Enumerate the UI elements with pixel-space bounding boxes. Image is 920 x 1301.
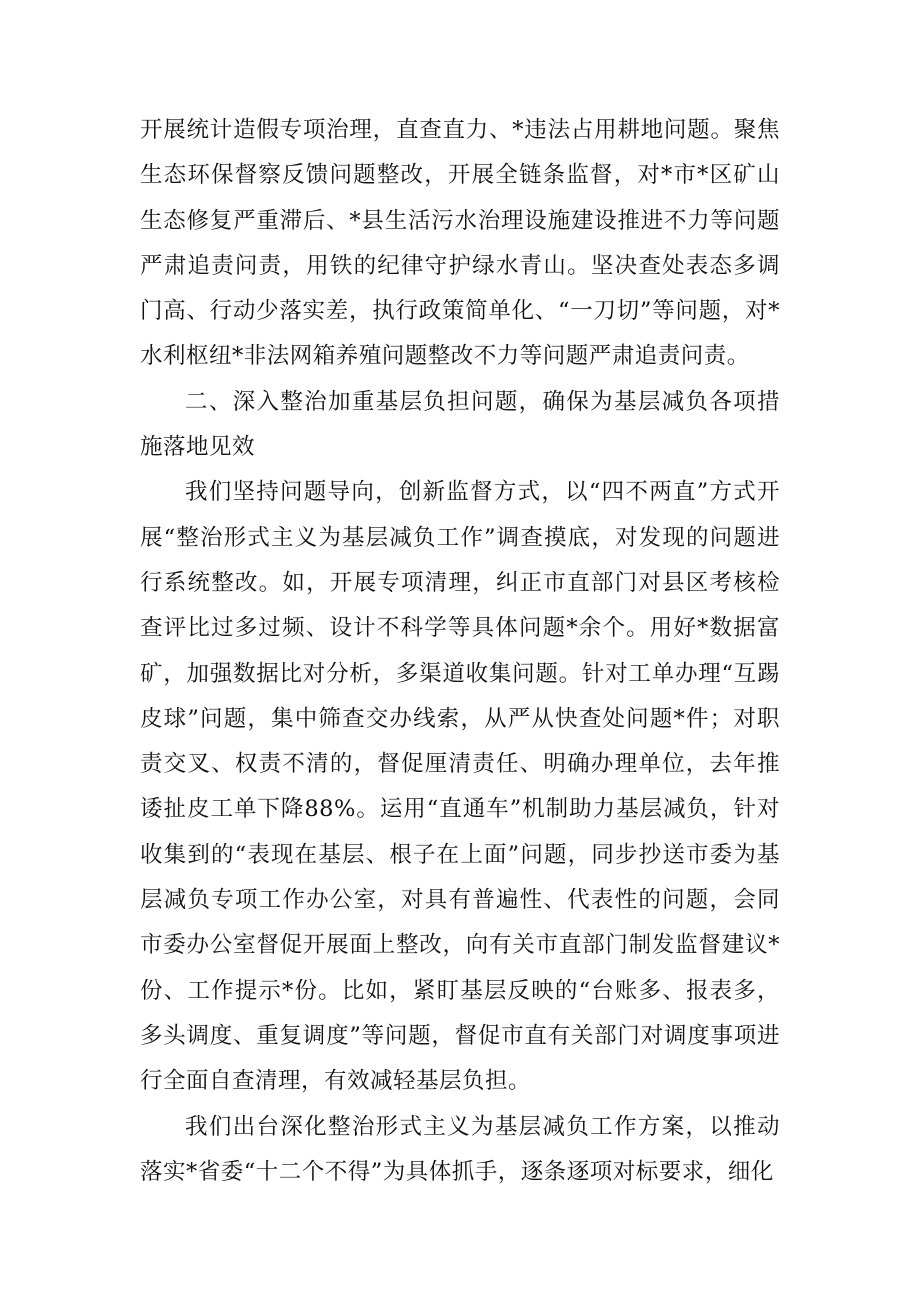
paragraph-1: 开展统计造假专项治理，直查直力、*违法占用耕地问题。聚焦生态环保督察反馈问题整改，开展全链条监督，对*市*区矿山生态修复严重滞后、*县生活污水治理设施建设推进不力等问题严肃追责问责，用铁的纪律守护绿水青山。坚决查处表态多调门高、行动少落实差，执行政策简单化、“一刀切”等问题，对*水利枢纽*非法网箱养殖问题整改不力等问题严肃追责问责。	[140, 117, 780, 370]
paragraph-4: 我们出台深化整治形式主义为基层减负工作方案，以推动落实*省委“十二个不得”为具体抓手，逐条逐项对标要求，细化	[140, 1113, 780, 1185]
section-heading-2: 二、深入整治加重基层负担问题，确保为基层减负各项措施落地见效	[140, 388, 780, 461]
document-body	[140, 108, 780, 1195]
paragraph-3: 我们坚持问题导向，创新监督方式，以“四不两直”方式开展“整治形式主义为基层减负工作”调查摸底，对发现的问题进行系统整改。如，开展专项清理，纠正市直部门对县区考核检查评比过多过频、设计不科学等具体问题*余个。用好*数据富矿，加强数据比对分析，多渠道收集问题。针对工单办理“互踢皮球”问题，集中筛查交办线索，从严从快查处问题*件；对职责交叉、权责不清的，督促厘清责任、明确办理单位，去年推诿扯皮工单下降88%。运用“直通车”机制助力基层减负，针对收集到的“表现在基层、根子在上面”问题，同步抄送市委为基层减负专项工作办公室，对具有普遍性、代表性的问题，会同市委办公室督促开展面上整改，向有关市直部门制发监督建议*份、工作提示*份。比如，紧盯基层反映的“台账多、报表多，多头调度、重复调度”等问题，督促市直有关部门对调度事项进行全面自查清理，有效减轻基层负担。	[140, 479, 780, 1095]
